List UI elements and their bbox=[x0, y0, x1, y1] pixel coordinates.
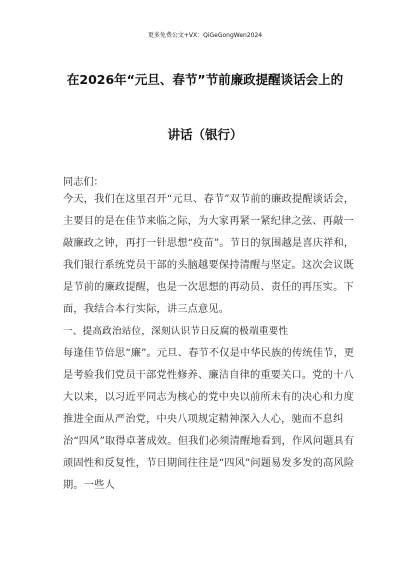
section-heading-1: 一、提高政治站位，深刻认识节日反腐的极端重要性 bbox=[63, 326, 289, 337]
document-body bbox=[63, 189, 355, 497]
paragraph-intro: 今天，我们在这里召开“元旦、春节”双节前的廉政提醒谈话会，主要目的是在佳节来临之际，为大家再紧一紧纪律之弦、再敲一敲廉政之钟，再打一针思想“疫苗”。节日的氛围越是喜庆祥和，我们银行系统党员干部的头脑越要保持清醒与坚定。这次会议既是节前的廉政提醒，也是一次思想的再动员、责任的再压实。下面，我结合本行实际，讲三点意见。 bbox=[63, 194, 355, 315]
header-note: 更多免费公文+VX：QiGeGongWen2024 bbox=[147, 32, 263, 39]
greeting: 同志们： bbox=[63, 177, 104, 188]
document-title: 在2026年“元旦、春节”节前廉政提醒谈话会上的 bbox=[66, 72, 344, 87]
document-subtitle: 讲话（银行） bbox=[167, 127, 243, 142]
paragraph-section-1: 每逢佳节倍思“廉”。元旦、春节不仅是中华民族的传统佳节，更是考验我们党员干部党性修养、廉洁自律的重要关口。党的十八大以来，以习近平同志为核心的党中央以前所未有的决心和力度推进全面从严治党，中央八项规定精神深入人心，驰而不息纠治“四风”取得卓著成效。但我们必须清醒地看到，作风问题具有顽固性和反复性，节日期间往往是“四风”问题易发多发的高风险期。一些人 bbox=[63, 348, 355, 491]
